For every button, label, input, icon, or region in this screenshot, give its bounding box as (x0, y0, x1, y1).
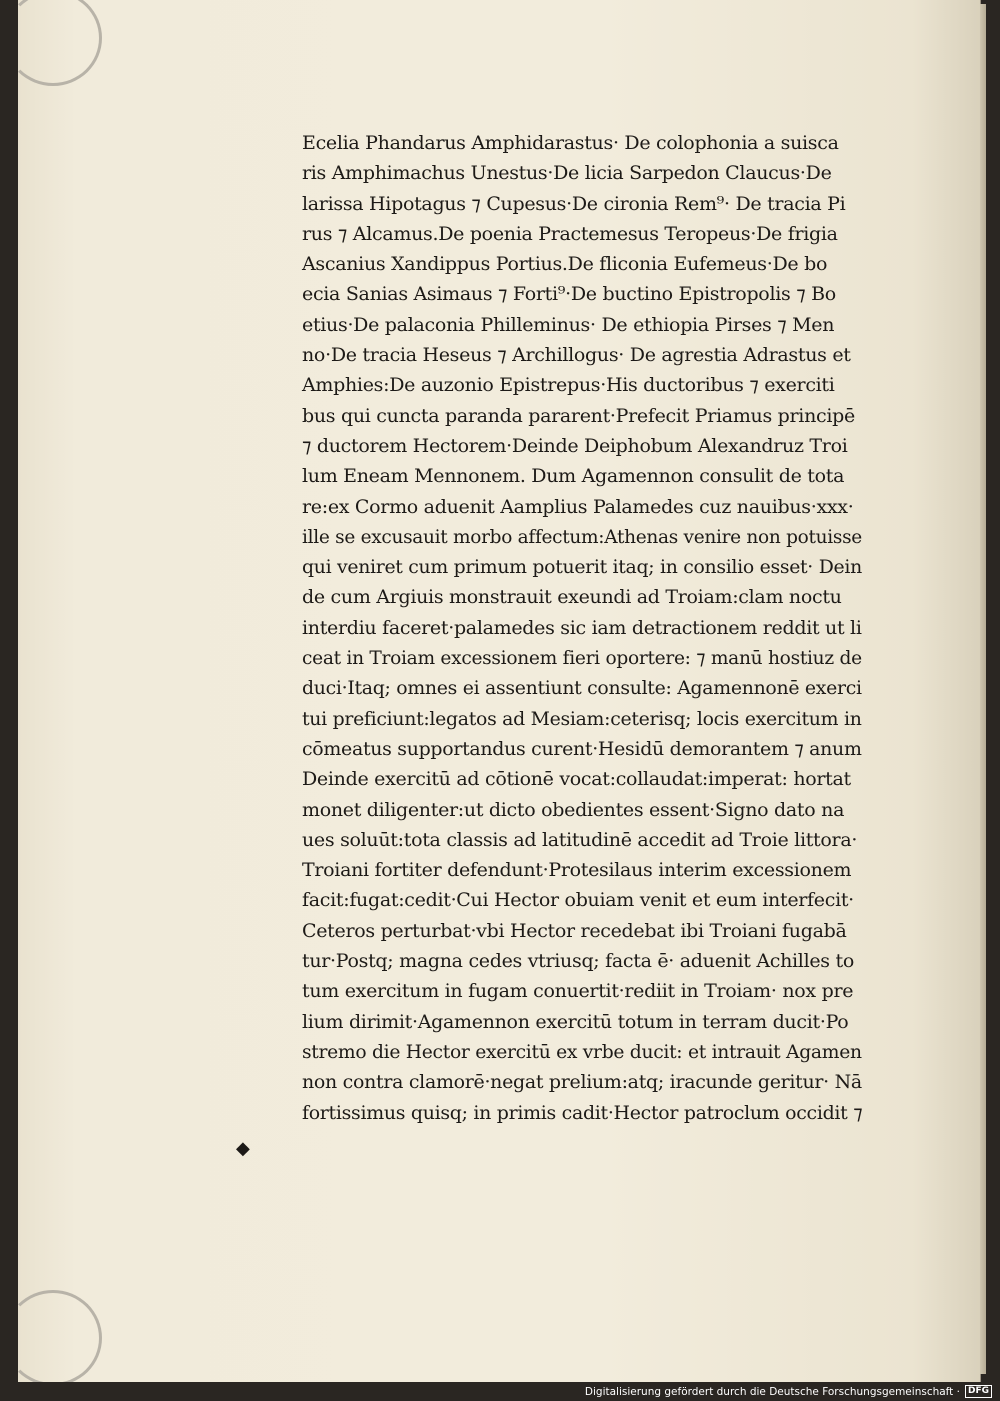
text-line: no·De tracia Heseus ⁊ Archillogus· De agrestia Adrastus et (302, 344, 851, 367)
text-line: Ascanius Xandippus Portius.De fliconia Eufemeus·De bo (302, 253, 828, 276)
text-line: stremo die Hector exercitū ex vrbe ducit: et intrauit Agamen (302, 1040, 862, 1063)
text-line: re:ex Cormo aduenit Aamplius Palamedes cuz nauibus·xxx· (302, 495, 854, 518)
text-line: larissa Hipotagus ⁊ Cupesus·De cironia Rem⁹· De tracia Pi (302, 192, 846, 215)
dfg-logo: DFG (965, 1385, 992, 1398)
text-line: ⁊ ductorem Hectorem·Deinde Deiphobum Alexandruz Troi (302, 434, 848, 457)
text-line: Ceteros perturbat·vbi Hector recedebat ibi Troiani fugabā (302, 919, 847, 942)
text-line: ecia Sanias Asimaus ⁊ Forti⁹·De buctino Epistropolis ⁊ Bo (302, 283, 836, 306)
text-line: rus ⁊ Alcamus.De poenia Practemesus Teropeus·De frigia (302, 222, 838, 245)
clasp-ring-top (4, 0, 102, 86)
page-ornament: ◆ (236, 1138, 250, 1159)
text-line: Ecelia Phandarus Amphidarastus· De colophonia a suisca (302, 132, 839, 154)
text-column (302, 128, 862, 1128)
page-edge (980, 4, 986, 1374)
text-line: Troiani fortiter defendunt·Protesilaus interim excessionem (302, 859, 852, 882)
text-line: tur·Postq; magna cedes vtriusq; facta ē· aduenit Achilles to (302, 950, 854, 973)
text-line: lium dirimit·Agamennon exercitū totum in terram ducit·Po (302, 1010, 849, 1033)
footer-bar (0, 1382, 1000, 1401)
text-line: ille se excusauit morbo affectum:Athenas venire non potuisse (302, 525, 862, 548)
text-line: tum exercitum in fugam conuertit·rediit in Troiam· nox pre (302, 980, 854, 1003)
text-line: ris Amphimachus Unestus·De licia Sarpedon Claucus·De (302, 162, 832, 185)
text-line: de cum Argiuis monstrauit exeundi ad Troiam:clam noctu (302, 586, 842, 609)
text-line: facit:fugat:cedit·Cui Hector obuiam venit et eum interfecit· (302, 889, 854, 912)
text-line: Deinde exercitū ad cōtionē vocat:collaudat:imperat: hortat (302, 768, 851, 791)
text-line: qui veniret cum primum potuerit itaq; in consilio esset· Dein (302, 556, 862, 579)
text-line: fortissimus quisq; in primis cadit·Hector patroclum occidit ⁊ (302, 1101, 863, 1124)
text-line: interdiu faceret·palamedes sic iam detractionem reddit ut li (302, 616, 862, 639)
text-line: bus qui cuncta paranda pararent·Prefecit Priamus principē (302, 404, 855, 427)
footer-credit: Digitalisierung gefördert durch die Deutsche Forschungsgemeinschaft · (584, 1385, 960, 1398)
text-line: duci·Itaq; omnes ei assentiunt consulte: Agamennonē exerci (302, 677, 862, 700)
text-line: Amphies:De auzonio Epistrepus·His ductoribus ⁊ exerciti (302, 374, 835, 397)
clasp-ring-bottom (4, 1290, 102, 1386)
text-line: etius·De palaconia Philleminus· De ethiopia Pirses ⁊ Men (302, 313, 835, 336)
text-line: non contra clamorē·negat prelium:atq; iracunde geritur· Nā (302, 1071, 862, 1094)
text-line: lum Eneam Mennonem. Dum Agamennon consulit de tota (302, 465, 845, 488)
text-line: cōmeatus supportandus curent·Hesidū demorantem ⁊ anum (302, 737, 862, 760)
text-line: ues soluūt:tota classis ad latitudinē accedit ad Troie littora· (302, 828, 858, 851)
text-line: tui preficiunt:legatos ad Mesiam:ceterisq; locis exercitum in (302, 707, 862, 730)
text-line: monet diligenter:ut dicto obedientes essent·Signo dato na (302, 798, 845, 821)
text-line: ceat in Troiam excessionem fieri oportere: ⁊ manū hostiuz de (302, 647, 862, 670)
